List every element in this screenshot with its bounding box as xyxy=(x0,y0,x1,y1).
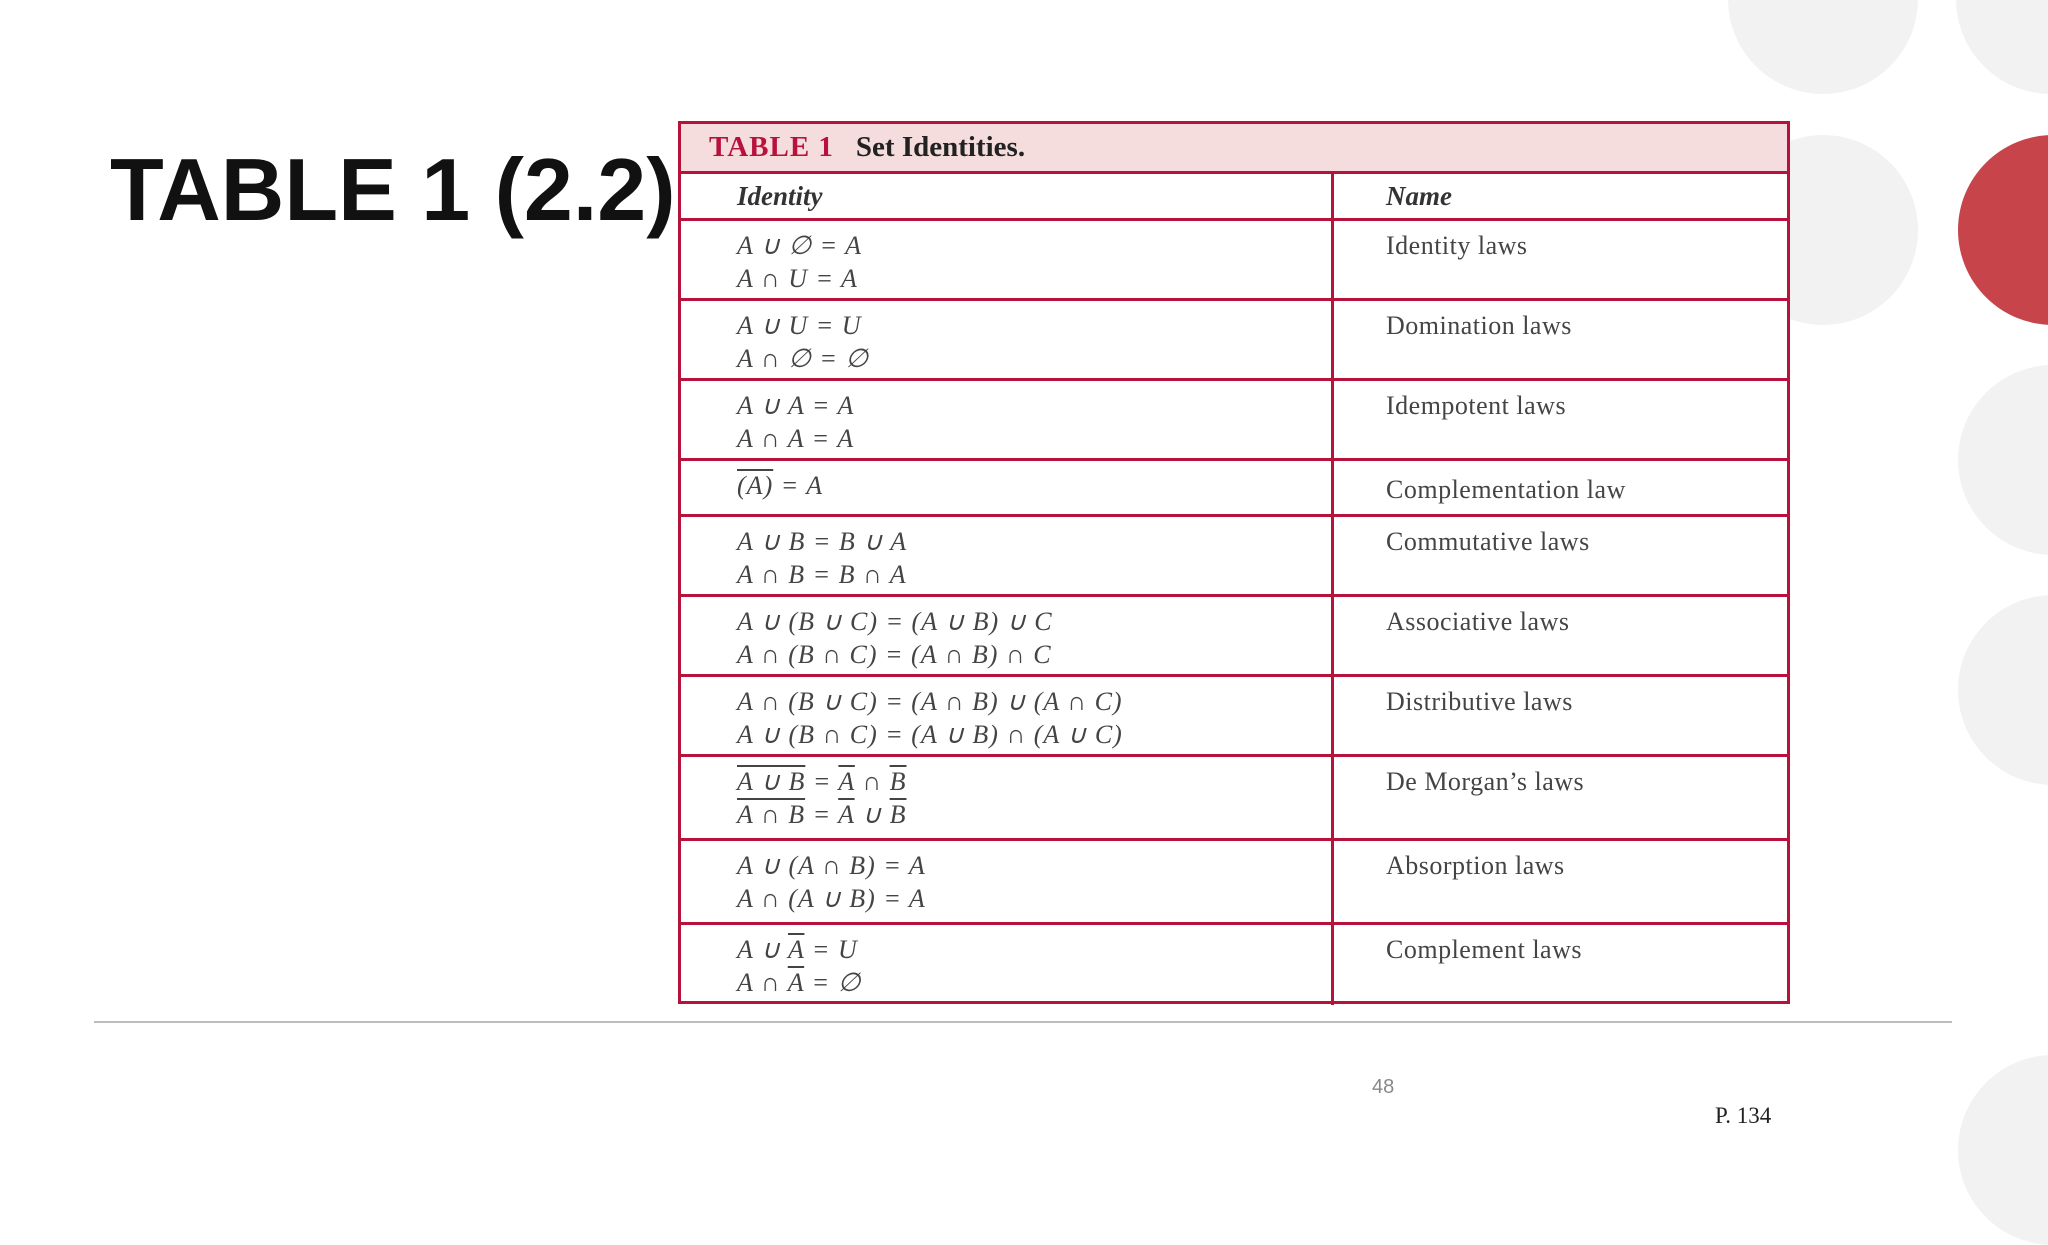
identity-cell xyxy=(681,597,1334,677)
table-grid xyxy=(681,174,1787,1005)
table-caption-number: TABLE 1 xyxy=(709,131,834,163)
equation-term: = U xyxy=(811,935,858,964)
equation-lhs: A ∪ B xyxy=(737,767,806,796)
decor-circle xyxy=(1728,0,1918,94)
footer-divider xyxy=(94,1021,1952,1023)
law-name: Identity laws xyxy=(1386,231,1528,260)
equation-term: A ∩ xyxy=(737,968,781,997)
identity-equation: A ∪ (B ∩ C) = (A ∪ B) ∩ (A ∪ C) xyxy=(737,720,1123,749)
identity-equation: A ∩ $B = \overline{A}$ ∪ $\overline{B}$ xyxy=(737,800,907,829)
identity-equation: A ∪ B = B ∪ A xyxy=(737,527,908,556)
identity-cell xyxy=(681,301,1334,381)
identity-cell xyxy=(681,381,1334,461)
decor-circle xyxy=(1958,365,2048,555)
equation-term: $\overline{A}$ xyxy=(787,968,805,997)
identity-equation: A ∩ A = A xyxy=(737,424,855,453)
identity-equation: A ∪ (A ∩ B) = A xyxy=(737,851,926,880)
table-caption-text: Set Identities. xyxy=(855,131,1026,163)
decor-circle xyxy=(1958,1055,2048,1245)
law-name: Domination laws xyxy=(1386,311,1572,340)
identity-cell xyxy=(681,461,1334,517)
identity-equation: A ∩ B = B ∩ A xyxy=(737,560,907,589)
table-caption xyxy=(681,124,1787,174)
equation-term: $\overline{A}$ xyxy=(838,800,855,829)
page-reference: P. 134 xyxy=(1715,1103,1772,1128)
name-cell xyxy=(1334,841,1787,925)
law-name: Commutative laws xyxy=(1386,527,1590,556)
identity-equation-rhs: = A xyxy=(780,471,824,500)
identity-equation: A ∪ A = A xyxy=(737,391,855,420)
slide-title: TABLE 1 (2.2) xyxy=(110,140,676,239)
identity-cell xyxy=(681,517,1334,597)
decor-circle xyxy=(1958,595,2048,785)
identity-equation: A ∩ U = A xyxy=(737,264,858,293)
identity-equation: A ∩ (B ∪ C) = (A ∩ B) ∪ (A ∩ C) xyxy=(737,687,1123,716)
name-cell xyxy=(1334,677,1787,757)
name-cell xyxy=(1334,757,1787,841)
equation-lhs: A ∩ B xyxy=(737,800,806,829)
equation-term: = ∅ xyxy=(811,968,862,997)
slide-page-number: 48 xyxy=(1372,1076,1395,1098)
double-complement-symbol: (A) xyxy=(737,471,774,500)
name-cell xyxy=(1334,597,1787,677)
equation-term: $\overline{A}$ xyxy=(787,935,805,964)
name-cell xyxy=(1334,925,1787,1005)
identity-cell xyxy=(681,221,1334,301)
name-cell xyxy=(1334,461,1787,517)
equation-operator: ∩ xyxy=(862,767,883,796)
equation-operator: ∪ xyxy=(862,800,883,829)
decor-circle-accent xyxy=(1958,135,2048,325)
law-name: Idempotent laws xyxy=(1386,391,1567,420)
identity-equation xyxy=(737,966,1331,999)
identity-equation: A ∪ (B ∪ C) = (A ∪ B) ∪ C xyxy=(737,607,1053,636)
law-name: Complementation law xyxy=(1386,475,1626,504)
identity-equation: A ∪ $B = \overline{A}$ ∩ $\overline{B}$ xyxy=(737,767,907,796)
identity-equation: A ∩ (A ∪ B) = A xyxy=(737,884,926,913)
identity-cell xyxy=(681,925,1334,1005)
law-name: De Morgan’s laws xyxy=(1386,767,1585,796)
identity-equation: A ∩ ∅ = ∅ xyxy=(737,344,870,373)
set-identities-table xyxy=(678,121,1790,1004)
name-cell xyxy=(1334,381,1787,461)
identity-cell xyxy=(681,757,1334,841)
decor-circle xyxy=(1956,0,2048,94)
law-name: Associative laws xyxy=(1386,607,1570,636)
law-name: Distributive laws xyxy=(1386,687,1573,716)
identity-cell xyxy=(681,841,1334,925)
name-cell xyxy=(1334,221,1787,301)
identity-equation xyxy=(737,469,1331,502)
identity-equation: A ∪ ∅ = A xyxy=(737,231,863,260)
equation-term: $\overline{A}$ xyxy=(838,767,855,796)
law-name: Absorption laws xyxy=(1386,851,1565,880)
equation-term: A ∪ xyxy=(737,935,781,964)
equation-term: $\overline{B}$ xyxy=(889,800,907,829)
column-header-name: Name xyxy=(1334,174,1787,221)
identity-equation: A ∩ (B ∩ C) = (A ∩ B) ∩ C xyxy=(737,640,1052,669)
name-cell xyxy=(1334,517,1787,597)
name-cell xyxy=(1334,301,1787,381)
identity-cell xyxy=(681,677,1334,757)
law-name: Complement laws xyxy=(1386,935,1582,964)
column-header-identity: Identity xyxy=(681,174,1334,221)
equation-term: $\overline{B}$ xyxy=(889,767,907,796)
identity-equation: A ∪ U = U xyxy=(737,311,862,340)
identity-equation xyxy=(737,933,1331,966)
